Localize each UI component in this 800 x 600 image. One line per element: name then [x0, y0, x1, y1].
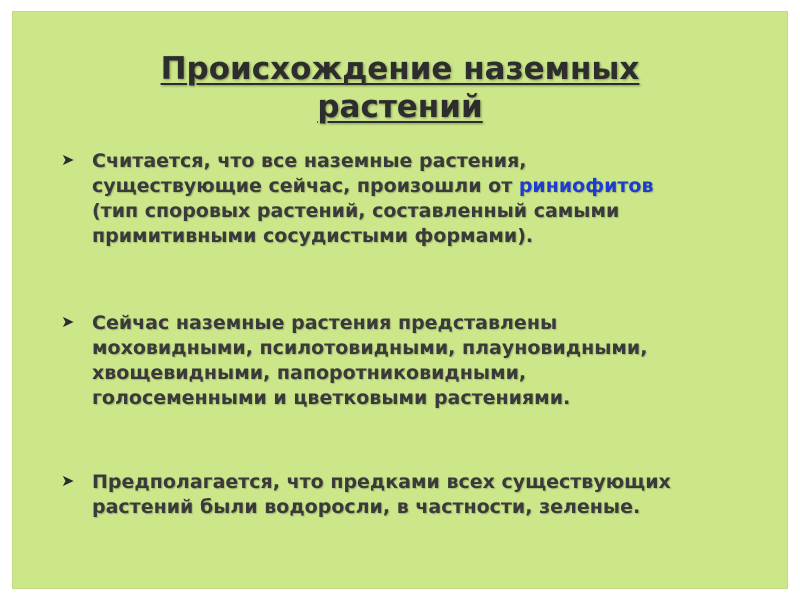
slide: [12, 11, 788, 589]
slide-title: [13, 50, 787, 126]
slide-title-line-2: растений: [317, 89, 483, 125]
bullet-arrow-icon: ➤: [61, 471, 75, 490]
bullet-arrow-icon: ➤: [61, 312, 75, 331]
bullet-text-1-before: Считается, что все наземные растения, существующие сейчас, произошли от: [92, 150, 527, 197]
bullet-text-1: [92, 149, 702, 249]
riniophytes-link[interactable]: риниофитов: [518, 175, 654, 197]
bullet-arrow-icon: ➤: [61, 150, 75, 169]
bullet-text-1-after: (тип споровых растений, составленный самыми примитивными сосудистыми формами).: [92, 200, 620, 247]
bullet-text-3: Предполагается, что предками всех существующих растений были водоросли, в частности, зеленые.: [92, 471, 671, 518]
bullet-text-2: Сейчас наземные растения представлены моховидными, псилотовидными, плауновидными, хвощевидными, папоротниковидными, голосеменными и цветковыми растениями.: [92, 312, 648, 409]
slide-title-line-1: Происхождение наземных: [160, 51, 640, 87]
